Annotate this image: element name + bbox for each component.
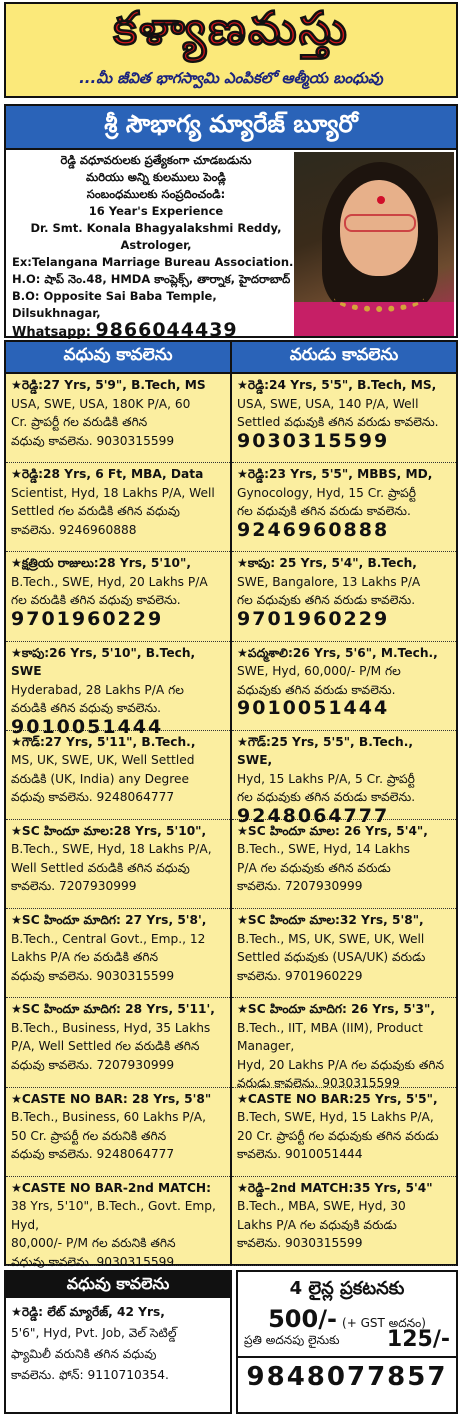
- ad-line: ★రెడ్డి: లేట్ మ్యారేజ్, 42 Yrs,: [11, 1305, 165, 1319]
- entry-line: వరుడికి (UK, India) any Degree: [11, 771, 189, 786]
- entry-line: B.Tech., IIT, MBA (IIM), Product Manager,: [237, 1020, 423, 1054]
- whatsapp-number: 9866044439: [95, 319, 238, 341]
- photo-necklace: [334, 284, 424, 312]
- entry-line: ★కాపు:26 Yrs, 5'10", B.Tech, SWE: [11, 645, 196, 679]
- entry-line: ★రెడ్డి–2nd MATCH:35 Yrs, 5'4": [237, 1180, 433, 1195]
- column-heading: వరుడు కావలెను: [232, 342, 456, 374]
- entry-line: వధువుకు తగిన వరుడు కావలెను.: [237, 682, 396, 697]
- entry-line: ★SC హిందూ మాల:28 Yrs, 5'10",: [11, 823, 207, 838]
- entry-phone: 9030315599: [237, 429, 390, 452]
- listing-entry: [6, 374, 230, 463]
- base-rate: [238, 1305, 456, 1333]
- per-line-label: ప్రతి అదనపు లైనుకు: [244, 1333, 340, 1347]
- ad-rates-box: [236, 1270, 458, 1414]
- entry-line: వధువు కావలెను. 9030315599: [11, 968, 175, 983]
- entry-line: కావలెను. 7207930999: [237, 879, 363, 894]
- entry-line: P/A గల వధువుకు తగిన వరుడు: [237, 860, 391, 875]
- bride-wanted-box: [4, 1270, 232, 1414]
- listings: [4, 340, 458, 1269]
- groom-wanted-column: [232, 342, 456, 1264]
- entry-line: ★SC హిందూ మాదిగ: 27 Yrs, 5'8',: [11, 913, 207, 928]
- entry-line: 38 Yrs, 5'10", B.Tech., Govt. Emp, Hyd,: [11, 1199, 216, 1232]
- listing-entry: [6, 820, 230, 909]
- entry-line: Hyd, 20 Lakhs P/A గల వధువుకు తగిన: [237, 1057, 445, 1072]
- entry-line: 20 Cr. ప్రాపర్టీ గల వధువుకు తగిన వరుడు: [237, 1128, 439, 1143]
- entry-line: B.Tech., MS, UK, SWE, UK, Well: [237, 931, 425, 946]
- branch-office: B.O: Opposite Sai Baba Temple, Dilsukhnagar,: [12, 289, 217, 320]
- info-line: రెడ్డి వధూవరులకు ప్రత్యేకంగా చూడబడును: [60, 153, 252, 167]
- listing-entry: [6, 731, 230, 820]
- entry-line: వధువు కావలెను. 9030315599: [11, 1254, 175, 1269]
- listing-entry: [232, 998, 456, 1091]
- entry-line: B.Tech., MBA, SWE, Hyd, 30: [237, 1199, 406, 1214]
- association: Ex:Telangana Marriage Bureau Association.: [12, 255, 294, 269]
- entry-line: ★రెడ్డి:24 Yrs, 5'5", B.Tech, MS,: [237, 378, 437, 392]
- entry-line: ★SC హిందూ మాదిగ: 28 Yrs, 5'11',: [11, 1002, 215, 1017]
- contact-phone: 9848077857: [238, 1356, 456, 1392]
- entry-line: B.Tech., Central Govt., Emp., 12: [11, 931, 206, 946]
- listing-entry: [6, 998, 230, 1087]
- photo-bindi: [377, 196, 385, 204]
- entry-line: గల వరుడికి తగిన వధువు కావలెను.: [11, 593, 181, 608]
- entry-list: [232, 374, 456, 1266]
- ad-line: 5'6", Hyd, Pvt. Job, వెల్ సెటిల్డ్: [11, 1326, 177, 1340]
- listing-entry: [232, 1177, 456, 1266]
- listing-entry: [6, 552, 230, 641]
- entry-line: ★CASTE NO BAR:25 Yrs, 5'5",: [237, 1091, 438, 1106]
- entry-line: SWE, Hyd, 60,000/- P/M గల: [237, 664, 401, 679]
- entry-line: ★రెడ్డి:27 Yrs, 5'9", B.Tech, MS: [11, 378, 206, 392]
- entry-phone: 9010051444: [237, 697, 390, 720]
- entry-line: USA, SWE, USA, 180K P/A, 60: [11, 396, 191, 411]
- entry-line: ★పద్మశాలి:26 Yrs, 5'6", M.Tech.,: [237, 645, 438, 660]
- entry-line: కావలెను. 9030315599: [237, 1236, 363, 1251]
- listing-entry: [232, 731, 456, 827]
- entry-line: ★గౌడ్:25 Yrs, 5'5", B.Tech., SWE,: [237, 734, 413, 768]
- column-heading: వధువు కావలెను: [6, 342, 230, 374]
- photo-glasses: [344, 214, 416, 232]
- title-band: [4, 2, 458, 66]
- entry-line: ★SC హిందూ మాదిగ: 26 Yrs, 5'3",: [237, 1002, 435, 1017]
- bureau-name: శ్రీ సౌభాగ్య మ్యారేజ్ బ్యూరో: [4, 104, 458, 150]
- tagline: ...మీ జీవిత భాగస్వామి ఎంపికలో ఆత్మీయ బంధువు: [4, 64, 458, 98]
- whatsapp: [12, 319, 238, 341]
- box-body: [6, 1298, 230, 1390]
- entry-line: 80,000/- P/M గల వరునికి తగిన: [11, 1236, 176, 1251]
- entry-line: ★రెడ్డి:23 Yrs, 5'5", MBBS, MD,: [237, 467, 433, 482]
- extra-price: 125/-: [386, 1327, 450, 1352]
- info-line: మరియు అన్ని కులములు పెండ్లి: [86, 170, 226, 184]
- entry-line: కావలెను. 7207930999: [11, 879, 137, 894]
- entry-line: Settled గల వరుడికి తగిన వధువు: [11, 504, 180, 519]
- entry-phone: 9701960229: [11, 607, 164, 630]
- listing-entry: [232, 820, 456, 909]
- entry-phone: 9248064777: [237, 804, 390, 827]
- astrologer-photo: [294, 152, 454, 336]
- entry-line: B.Tech., SWE, Hyd, 14 Lakhs: [237, 842, 411, 857]
- rate-heading: 4 లైన్ల ప్రకటనకు: [289, 1278, 405, 1299]
- entry-line: వరుడికి తగిన వధువు కావలెను.: [11, 701, 162, 716]
- entry-line: వధువు కావలెను. 9248064777: [11, 1147, 175, 1161]
- owner-title: Astrologer,: [120, 238, 192, 252]
- entry-line: ★క్షత్రియ రాజులు:28 Yrs, 5'10",: [11, 556, 191, 571]
- entry-line: కావలెను. 9701960229: [237, 968, 363, 983]
- whatsapp-label: Whatsapp:: [12, 325, 91, 340]
- entry-line: గల వధువుకు తగిన వరుడు కావలెను.: [237, 593, 416, 608]
- entry-line: B.Tech., SWE, Hyd, 18 Lakhs P/A,: [11, 842, 212, 857]
- entry-line: వధువు కావలెను. 9030315599: [11, 433, 175, 448]
- head-office: H.O: షాప్ నెం.48, HMDA కాంప్లెక్స్, తార్నాక, హైదరాబాద్: [12, 272, 291, 286]
- listing-entry: [232, 642, 456, 731]
- ad-line: ఫ్యామిలీ వరునికి తగిన వధువు: [11, 1347, 157, 1361]
- entry-line: Lakhs P/A గల వరుడికి తగిన: [11, 950, 159, 965]
- info-text: [12, 152, 300, 341]
- entry-line: ★CASTE NO BAR: 28 Yrs, 5'8": [11, 1091, 212, 1106]
- entry-line: P/A, Well Settled గల వరుడికి తగిన: [11, 1039, 200, 1054]
- entry-line: వరుడు కావలెను. 9030315599: [237, 1076, 400, 1091]
- info-line: సంబంధములకు సంప్రదించండి:: [86, 187, 226, 201]
- listing-entry: [232, 374, 456, 463]
- base-price: 500/-: [268, 1305, 337, 1333]
- listing-entry: [232, 1088, 456, 1177]
- entry-line: ★SC హిందూ మాల:32 Yrs, 5'8",: [237, 913, 424, 928]
- entry-line: వధువు కావలెను. 9248064777: [11, 790, 175, 805]
- bottom-section: [4, 1270, 458, 1414]
- entry-line: Hyd, 15 Lakhs P/A, 5 Cr. ప్రాపర్టీ: [237, 771, 415, 786]
- listing-entry: [6, 1177, 230, 1269]
- entry-line: B.Tech., Business, 60 Lakhs P/A,: [11, 1110, 206, 1124]
- entry-line: SWE, Bangalore, 13 Lakhs P/A: [237, 574, 421, 589]
- entry-line: కావలెను. 9010051444: [237, 1147, 363, 1161]
- listing-entry: [6, 463, 230, 552]
- entry-line: 50 Cr. ప్రాపర్టీ గల వరునికి తగిన: [11, 1128, 167, 1143]
- entry-line: Lakhs P/A గల వధువుకి వరుడు: [237, 1217, 397, 1232]
- entry-line: MS, UK, SWE, UK, Well Settled: [11, 753, 195, 768]
- gst-note: (+ GST అదనం): [342, 1316, 426, 1330]
- experience: 16 Year's Experience: [88, 204, 224, 218]
- entry-line: ★SC హిందూ మాల: 26 Yrs, 5'4",: [237, 823, 428, 838]
- entry-line: B.Tech., Business, Hyd, 35 Lakhs: [11, 1020, 211, 1035]
- entry-line: Settled వధువుకు (USA/UK) వరుడు: [237, 950, 426, 965]
- entry-line: Cr. ప్రాపర్టీ గల వరుడికి తగిన: [11, 415, 148, 429]
- entry-line: ★కాపు: 25 Yrs, 5'4", B.Tech,: [237, 556, 417, 571]
- entry-line: B.Tech, SWE, Hyd, 15 Lakhs P/A,: [237, 1110, 434, 1124]
- entry-line: Hyderabad, 28 Lakhs P/A గల: [11, 682, 184, 697]
- entry-list: [6, 374, 230, 1269]
- entry-line: B.Tech., SWE, Hyd, 20 Lakhs P/A: [11, 574, 208, 589]
- listing-entry: [232, 463, 456, 552]
- owner-name: Dr. Smt. Konala Bhagyalakshmi Reddy,: [30, 221, 282, 235]
- entry-line: Scientist, Hyd, 18 Lakhs P/A, Well: [11, 485, 215, 500]
- entry-line: కావలెను. 9246960888: [11, 522, 137, 537]
- entry-line: USA, SWE, USA, 140 P/A, Well: [237, 396, 419, 411]
- listing-entry: [6, 1088, 230, 1177]
- entry-phone: 9701960229: [237, 607, 390, 630]
- entry-line: ★గౌడ్:27 Yrs, 5'11", B.Tech.,: [11, 734, 196, 749]
- entry-line: గల వధువుకు తగిన వరుడు కావలెను.: [237, 790, 416, 805]
- entry-line: ★రెడ్డి:28 Yrs, 6 Ft, MBA, Data: [11, 467, 204, 482]
- entry-line: ★CASTE NO BAR-2nd MATCH:: [11, 1180, 211, 1195]
- entry-line: వధువు కావలెను. 7207930999: [11, 1057, 175, 1072]
- bride-wanted-column: [6, 342, 232, 1269]
- extra-line-rate: [238, 1327, 456, 1352]
- entry-line: Gynocology, Hyd, 15 Cr. ప్రాపర్టీ: [237, 485, 417, 500]
- listing-entry: [232, 552, 456, 641]
- listing-entry: [232, 909, 456, 998]
- entry-line: గల వధువుకి తగిన వరుడు కావలెను.: [237, 504, 411, 519]
- entry-phone: 9246960888: [237, 518, 390, 541]
- ad-line: కావలెను. ఫోన్: 9110710354.: [11, 1368, 169, 1382]
- box-heading: వధువు కావలెను: [6, 1272, 230, 1298]
- listing-entry: [6, 642, 230, 738]
- entry-phone: 9010051444: [11, 715, 164, 738]
- listing-entry: [6, 909, 230, 998]
- entry-line: Well Settled వరుడికి తగిన వధువు: [11, 860, 190, 875]
- page-title: కళ్యాణమస్తు: [113, 1, 349, 55]
- entry-line: Settled వధువుకి తగిన వరుడు కావలెను.: [237, 415, 439, 429]
